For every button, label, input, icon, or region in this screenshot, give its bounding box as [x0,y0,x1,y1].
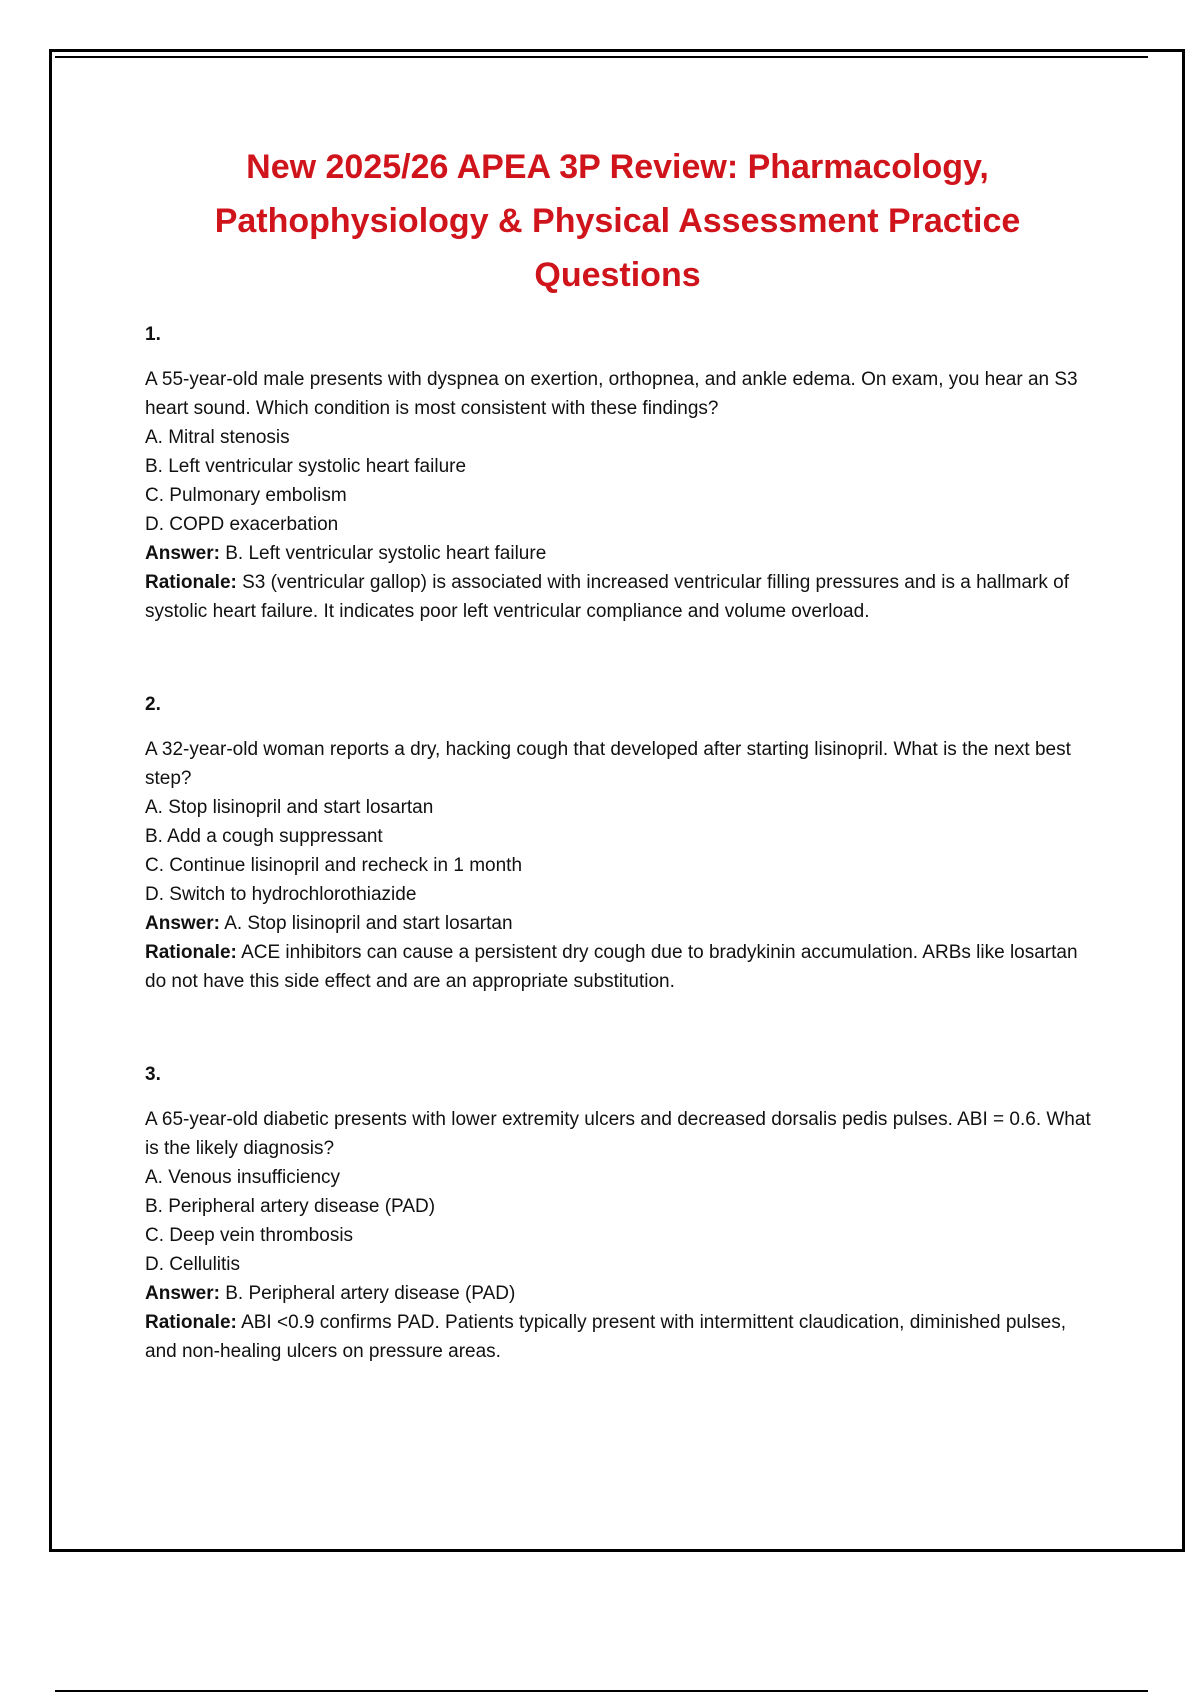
answer-label: Answer: [145,543,220,564]
option-c: C. Continue lisinopril and recheck in 1 month [145,855,523,876]
question-stem: A 32-year-old woman reports a dry, hacking cough that developed after starting lisinopril. What is the next best step? [145,739,1071,789]
answer-label: Answer: [145,913,220,934]
answer-line [145,539,1095,568]
rationale-text: S3 (ventricular gallop) is associated with increased ventricular filling pressures and is a hallmark of systolic heart failure. It indicates poor left ventricular compliance and volume overload. [145,572,1070,622]
rationale-text: ABI <0.9 confirms PAD. Patients typically present with intermittent claudication, diminished pulses, and non-healing ulcers on pressure areas. [145,1312,1067,1362]
question-3 [145,1060,1095,1366]
rationale-label: Rationale: [145,942,237,963]
rationale-paragraph [145,938,1095,996]
rationale-paragraph [145,568,1095,626]
rationale-paragraph [145,1308,1095,1366]
option-a: A. Stop lisinopril and start losartan [145,797,434,818]
question-2 [145,690,1095,996]
rationale-label: Rationale: [145,1312,237,1333]
option-b: B. Left ventricular systolic heart failure [145,456,467,477]
document-title [150,140,1085,302]
question-number: 3. [145,1064,161,1085]
question-number: 1. [145,324,161,345]
question-stem: A 65-year-old diabetic presents with lower extremity ulcers and decreased dorsalis pedis pulses. ABI = 0.6. What is the likely diagnosis? [145,1109,1091,1159]
option-a: A. Mitral stenosis [145,427,290,448]
option-d: D. COPD exacerbation [145,514,339,535]
option-b: B. Add a cough suppressant [145,826,383,847]
title-line-2: Pathophysiology & Physical Assessment Practice [214,202,1021,240]
option-c: C. Pulmonary embolism [145,485,347,506]
answer-text: B. Peripheral artery disease (PAD) [219,1283,516,1304]
option-a: A. Venous insufficiency [145,1167,341,1188]
answer-text: A. Stop lisinopril and start losartan [219,913,513,934]
bottom-rule [55,1690,1148,1692]
question-number: 2. [145,694,161,715]
option-c: C. Deep vein thrombosis [145,1225,354,1246]
title-line-3: Questions [534,256,701,294]
answer-text: B. Left ventricular systolic heart failure [219,543,547,564]
title-line-1: New 2025/26 APEA 3P Review: Pharmacology, [246,148,989,186]
rationale-text: ACE inhibitors can cause a persistent dry cough due to bradykinin accumulation. ARBs like losartan do not have this side effect and are an appropriate substitution. [145,942,1078,992]
answer-line [145,1279,1095,1308]
question-stem: A 55-year-old male presents with dyspnea on exertion, orthopnea, and ankle edema. On exam, you hear an S3 heart sound. Which condition is most consistent with these findings? [145,369,1078,419]
answer-line [145,909,1095,938]
rationale-label: Rationale: [145,572,237,593]
answer-label: Answer: [145,1283,220,1304]
option-d: D. Switch to hydrochlorothiazide [145,884,417,905]
option-d: D. Cellulitis [145,1254,241,1275]
question-1 [145,320,1095,626]
option-b: B. Peripheral artery disease (PAD) [145,1196,436,1217]
